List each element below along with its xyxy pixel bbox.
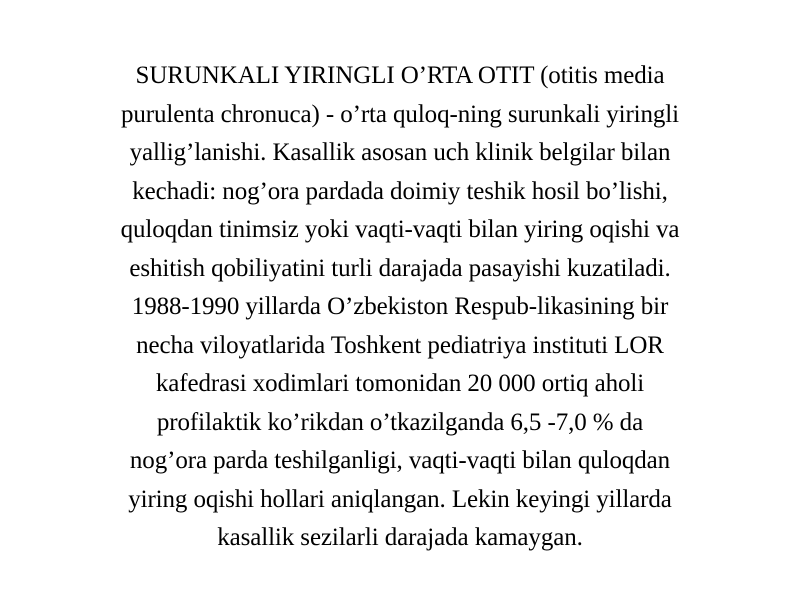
- text-line-5: quloqdan tinimsiz yoki vaqti-vaqti bilan yiring oqishi va: [120, 216, 680, 243]
- text-line-6: eshitish qobiliyatini turli darajada pasayishi kuzatiladi.: [129, 254, 671, 282]
- text-line-8: necha viloyatlarida Toshkent pediatriya instituti LOR: [136, 331, 664, 359]
- text-line-11: nog’ora parda teshilganligi, vaqti-vaqti bilan quloqdan: [129, 447, 671, 474]
- text-line-3: yallig’lanishi. Kasallik asosan uch klinik belgilar bilan: [129, 139, 671, 166]
- text-line-4: kechadi: nog’ora pardada doimiy teshik hosil bo’lishi,: [132, 177, 668, 205]
- text-line-13: kasallik sezilarli darajada kamaygan.: [217, 524, 583, 551]
- text-line-2: purulenta chronuca) - o’rta quloq-ning surunkali yiringli: [120, 100, 680, 128]
- text-line-1: SURUNKALI YIRINGLI O’RTA OTIT (otitis media: [135, 62, 665, 89]
- text-line-10: profilaktik ko’rikdan o’tkazilganda 6,5 -7,0 % da: [156, 408, 644, 436]
- text-line-12: yiring oqishi hollari aniqlangan. Lekin keyingi yillarda: [128, 485, 672, 513]
- body-text: [0, 57, 800, 558]
- text-line-9: kafedrasi xodimlari tomonidan 20 000 ortiq aholi: [155, 370, 645, 397]
- text-line-7: 1988-1990 yillarda O’zbekiston Respub-likasining bir: [131, 293, 669, 320]
